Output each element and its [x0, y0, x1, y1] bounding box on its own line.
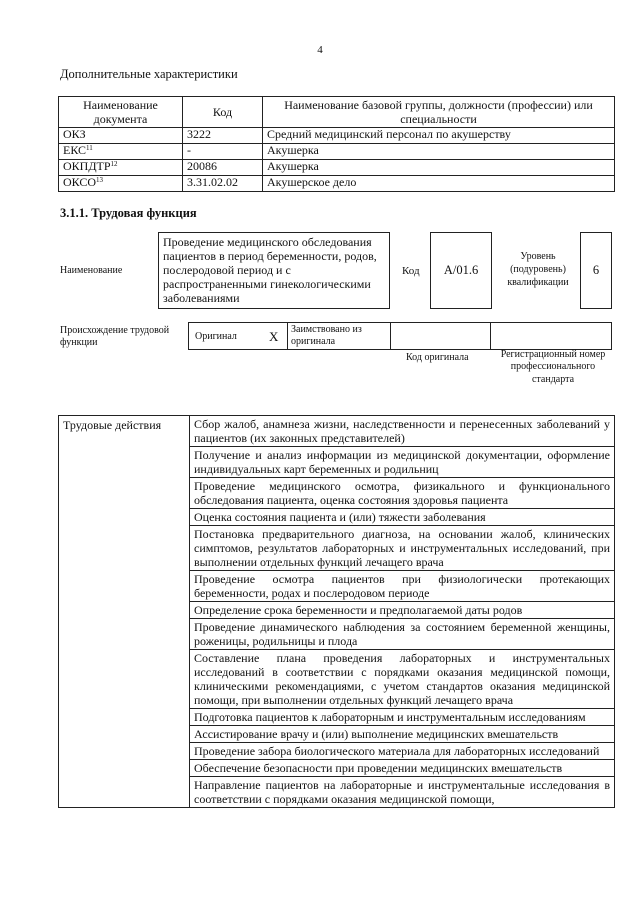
labor-action-item: Направление пациентов на лабораторные и инструментальные исследования в соответствии с порядками оказания медицинской помощи,	[190, 777, 615, 808]
table-row	[59, 416, 615, 447]
table-row	[59, 128, 615, 144]
characteristics-table	[58, 96, 615, 192]
labor-action-item: Подготовка пациентов к лабораторным и инструментальным исследованиям	[190, 709, 615, 726]
doc-cell	[59, 144, 183, 160]
original-cell	[188, 322, 288, 350]
doc-name: ОКЗ	[63, 127, 86, 141]
origin-label-line2: функции	[60, 337, 98, 348]
function-code-box: А/01.6	[430, 232, 492, 309]
function-title: 3.1.1. Трудовая функция	[60, 206, 197, 220]
labor-action-item: Проведение осмотра пациентов при физиологически протекающих беременности, родах и послеродовом периоде	[190, 571, 615, 602]
labor-action-item: Определение срока беременности и предполагаемой даты родов	[190, 602, 615, 619]
group-name-cell: Акушерка	[263, 160, 615, 176]
original-mark: X	[269, 329, 279, 344]
labor-action-item: Проведение забора биологического материала для лабораторных исследований	[190, 743, 615, 760]
name-label: Наименование	[60, 265, 123, 276]
table-row	[59, 144, 615, 160]
header-code: Код	[183, 97, 263, 128]
origin-label-line1: Происхождение трудовой	[60, 325, 170, 336]
qualification-level-box: 6	[580, 232, 612, 309]
qualification-level-label: Уровень (подуровень) квалификации	[507, 251, 569, 288]
labor-action-item: Проведение медицинского осмотра, физикального и функционального обследования пациента, оценка состояния здоровья пациента	[190, 478, 615, 509]
table-header-row	[59, 97, 615, 128]
labor-action-item: Проведение динамического наблюдения за состоянием беременной женщины, роженицы, родильницы и плода	[190, 619, 615, 650]
group-name-cell: Акушерское дело	[263, 176, 615, 192]
code-cell: 3222	[183, 128, 263, 144]
origin-label	[60, 325, 169, 349]
doc-cell	[59, 128, 183, 144]
reg-number-label: Регистрационный номер профессионального стандарта	[500, 349, 606, 385]
code-original-label: Код оригинала	[406, 352, 469, 363]
section-title: Дополнительные характеристики	[60, 67, 238, 81]
code-original-cell	[390, 322, 491, 350]
footnote-ref: 12	[110, 160, 118, 168]
labor-action-item: Составление плана проведения лабораторных и инструментальных исследований в соответствии с порядками оказания медицинской помощи, клиническими рекомендациями, с учетом стандартов оказания медицинской помощи, при выполнении отдельных функций лечащего врача	[190, 650, 615, 709]
labor-action-item: Постановка предварительного диагноза, на основании жалоб, клинических симптомов, результатов лабораторных и инструментальных исследований, при выполнении отдельных функций лечащего врача	[190, 526, 615, 571]
doc-name: ЕКС	[63, 143, 87, 157]
group-name-cell: Акушерка	[263, 144, 615, 160]
labor-action-item: Ассистирование врачу и (или) выполнение медицинских вмешательств	[190, 726, 615, 743]
code-cell: 3.31.02.02	[183, 176, 263, 192]
doc-name: ОКПДТР	[63, 159, 111, 173]
reg-number-cell	[490, 322, 612, 350]
labor-actions-label: Трудовые действия	[59, 416, 190, 808]
footnote-ref: 13	[96, 176, 104, 184]
labor-action-item: Сбор жалоб, анамнеза жизни, наследственности и перенесенных заболеваний у пациентов (их законных представителей)	[190, 416, 615, 447]
labor-action-item: Оценка состояния пациента и (или) тяжести заболевания	[190, 509, 615, 526]
original-label: Оригинал	[195, 331, 237, 342]
borrowed-cell: Заимствовано из оригинала	[287, 322, 391, 350]
doc-name: ОКСО	[63, 175, 97, 189]
header-group-name: Наименование базовой группы, должности (профессии) или специальности	[263, 97, 615, 128]
code-cell: -	[183, 144, 263, 160]
function-name-box: Проведение медицинского обследования пациентов в период беременности, родов, послеродовой период и с распространенными гинекологическими заболеваниями	[158, 232, 390, 309]
origin-row	[188, 322, 612, 350]
header-document: Наименование документа	[59, 97, 183, 128]
code-cell: 20086	[183, 160, 263, 176]
labor-action-item: Обеспечение безопасности при проведении медицинских вмешательств	[190, 760, 615, 777]
table-row	[59, 176, 615, 192]
doc-cell	[59, 176, 183, 192]
footnote-ref: 11	[86, 144, 93, 152]
page-number: 4	[317, 44, 323, 56]
labor-actions-table	[58, 415, 615, 808]
doc-cell	[59, 160, 183, 176]
labor-action-item: Получение и анализ информации из медицинской документации, оформление индивидуальных карт беременных и родильниц	[190, 447, 615, 478]
code-label: Код	[402, 265, 420, 277]
group-name-cell: Средний медицинский персонал по акушерству	[263, 128, 615, 144]
table-row	[59, 160, 615, 176]
